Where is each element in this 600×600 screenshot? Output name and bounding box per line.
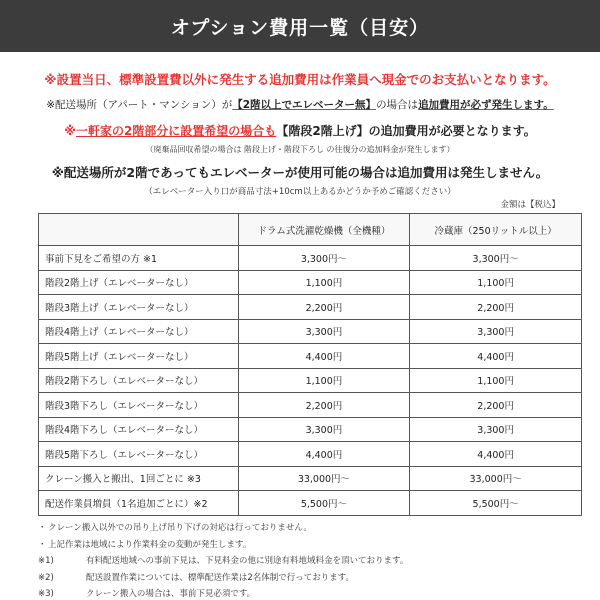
footnote-mark: ※3) [38,589,54,599]
table-row [39,491,582,516]
row-label: 階段4階下ろし（エレベーターなし） [39,417,239,442]
footnote-item [38,553,408,570]
footnote-item [38,537,408,554]
washer-price: 1,100円 [238,368,410,393]
fridge-price: 4,400円 [410,344,582,369]
house-second-floor-notice [0,122,600,139]
table-row [39,368,582,393]
washer-price: 2,200円 [238,393,410,418]
row-label: 配送作業員増員（1名追加ごとに）※2 [39,491,239,516]
table-row [39,295,582,320]
washer-price: 3,300円 [238,319,410,344]
fridge-price: 4,400円 [410,442,582,467]
footnote-mark: ・ [38,539,47,550]
row-label: 階段3階上げ（エレベーターなし） [39,295,239,320]
fridge-price: 1,100円 [410,368,582,393]
washer-price: 33,000円〜 [238,466,410,491]
footnote-text: 上記作業は地域により作業料金の変動が発生します。 [48,539,252,550]
disposal-notice: （廃棄品回収希望の場合は 階段上げ・階段下ろし の往復分の追加料金が発生します） [145,145,455,154]
fridge-price: 3,300円 [410,319,582,344]
header-empty [39,214,239,246]
tax-note: 金額は【税込】 [500,200,560,210]
row-label: 階段2階下ろし（エレベーターなし） [39,368,239,393]
footnote-mark: ・ [38,523,47,533]
washer-price: 5,500円〜 [238,491,410,516]
apartment-notice-mid: の場合は [376,99,419,111]
row-label: 階段4階上げ（エレベーターなし） [39,319,239,344]
washer-price: 4,400円 [238,442,410,467]
header-drum-washer: ドラム式洗濯乾燥機（全機種） [238,214,410,246]
house-notice-prefix: ※ [64,124,76,138]
row-label: 階段3階下ろし（エレベーターなし） [39,393,239,418]
header-refrigerator: 冷蔵庫（250リットル以上） [410,214,582,246]
washer-price: 1,100円 [238,270,410,295]
footnote-text: 有料配送地域への事前下見は、下見料金の他に別途有料地域料金を頂いております。 [86,556,409,566]
table-row [39,270,582,295]
fridge-price: 1,100円 [410,270,582,295]
footnote-text: クレーン搬入の場合は、事前下見必須です。 [86,589,256,599]
elevator-notice: ※配送場所が2階であってもエレベーターが使用可能の場合は追加費用は発生しません。 [51,165,549,180]
elevator-size-notice: （エレベーター入り口が商品寸法+10cm以上あるかどうか予めご確認ください） [144,187,456,197]
footnote-mark: ※2) [38,572,54,583]
row-label: クレーン搬入と搬出、1回ごとに ※3 [39,466,239,491]
washer-price: 4,400円 [238,344,410,369]
cash-payment-notice: ※設置当日、標準設置費以外に発生する追加費用は作業員へ現金でのお支払いとなります。 [44,72,556,87]
row-label: 事前下見をご希望の方 ※1 [39,246,239,271]
apartment-notice [0,97,600,112]
footnote-text: 配送設置作業については、標準配送作業は2名体制で行っております。 [86,572,355,583]
washer-price: 2,200円 [238,295,410,320]
washer-price: 3,300円〜 [238,246,410,271]
house-notice-rest: 【階段2階上げ】の追加費用が必要となります。 [276,124,536,138]
apartment-fee-emphasis: 追加費用が必ず発生します。 [418,99,554,111]
row-label: 階段5階下ろし（エレベーターなし） [39,442,239,467]
washer-price: 3,300円 [238,417,410,442]
apartment-condition: 【2階以上でエレベーター無】 [232,99,377,111]
page-title: オプション費用一覧（目安） [0,0,600,52]
table-row [39,246,582,271]
footnote-mark: ※1) [38,556,54,566]
footnote-text: クレーン搬入以外での吊り上げ吊り下げの対応は行っておりません。 [48,523,312,533]
footnotes [38,520,408,600]
footnote-item [38,570,408,587]
row-label: 階段5階上げ（エレベーターなし） [39,344,239,369]
option-fee-table [38,213,582,516]
table-row [39,319,582,344]
row-label: 階段2階上げ（エレベーターなし） [39,270,239,295]
footnote-item [38,586,408,600]
fridge-price: 2,200円 [410,393,582,418]
fridge-price: 2,200円 [410,295,582,320]
table-header-row [39,214,582,246]
fridge-price: 5,500円〜 [410,491,582,516]
fridge-price: 33,000円〜 [410,466,582,491]
house-notice-condition: 一軒家の2階部分に設置希望の場合も [75,124,277,138]
table-row [39,393,582,418]
apartment-notice-prefix: ※配送場所（アパート・マンション）が [46,99,233,111]
fridge-price: 3,300円 [410,417,582,442]
table-row [39,417,582,442]
footnote-item [38,520,408,537]
table-row [39,466,582,491]
fridge-price: 3,300円〜 [410,246,582,271]
table-row [39,344,582,369]
table-row [39,442,582,467]
